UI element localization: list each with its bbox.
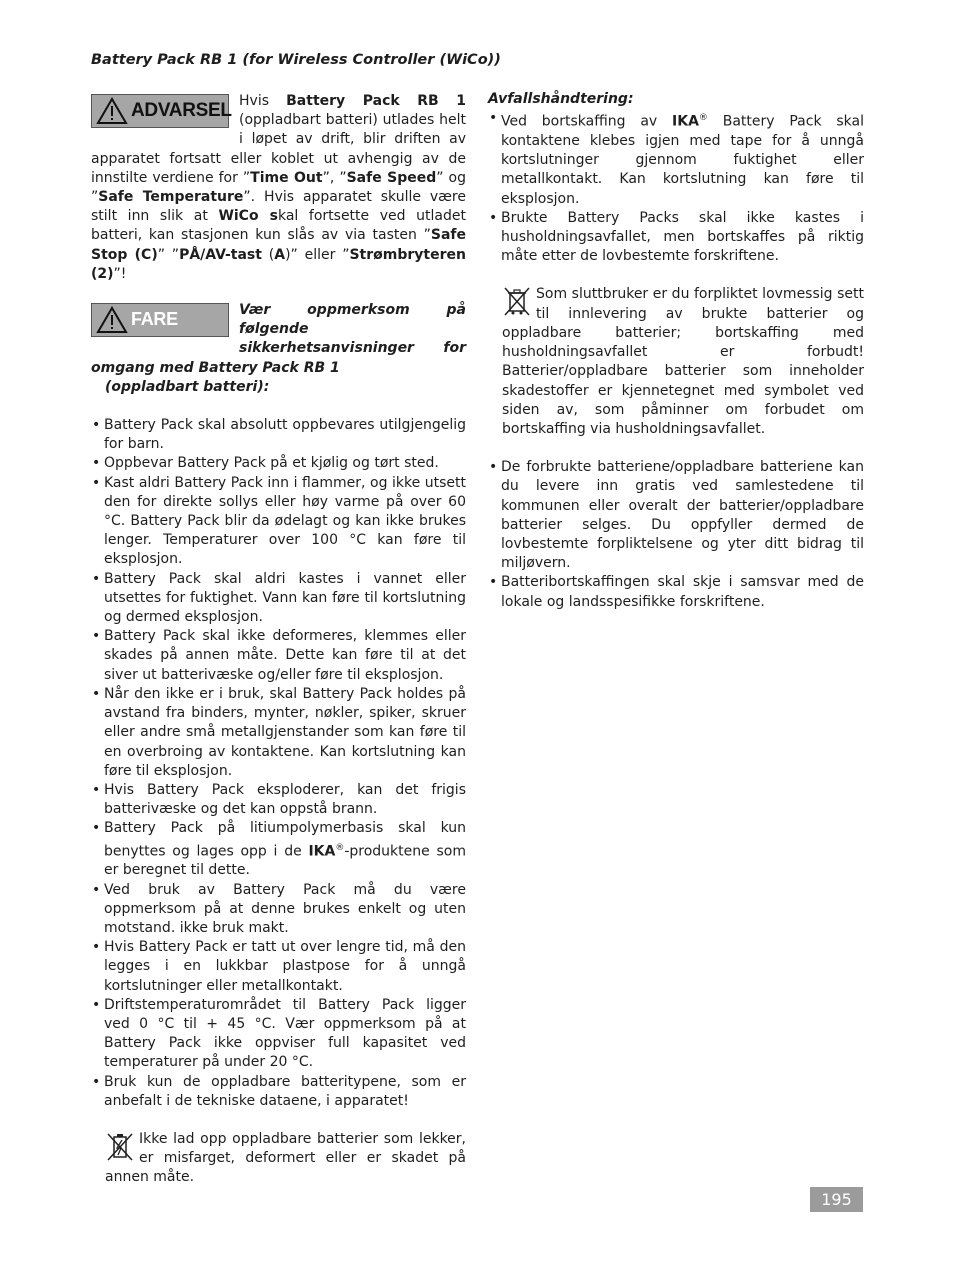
list-item: • Når den ikke er i bruk, skal Battery Pack holdes på avstand fra binders, mynter, nøkler, spiker, skruer eller andre små metallgjenstander som kan føre til en overbroing av kontaktene. Kan kortslutning kan føre til eksplosjon. [91, 685, 466, 781]
list-item: • Ved bortskaffing av IKA® Battery Pack skal kontaktene klebes igjen med tape for å unngå kortslutninger gjennom fuktighet eller metallkontakt. Kan kortslutning kan føre til eksplosjon. [488, 109, 864, 209]
page-number: 195 [810, 1187, 863, 1212]
warning-triangle-icon [96, 306, 128, 334]
disposal-list-2 [488, 458, 864, 612]
list-item: • Battery Pack skal aldri kastes i vannet eller utsettes for fuktighet. Vann kan føre til kortslutning og dermed eksplosjon. [91, 570, 466, 628]
list-item: • Hvis Battery Pack er tatt ut over lengre tid, må den legges i en lukkbar plastpose for å unngå kortslutninger eller metallkontakt. [91, 938, 466, 996]
list-item: • Kast aldri Battery Pack inn i flammer, og ikke utsett den for direkte sollys eller høy varme på over 60 °C. Battery Pack blir da ødelagt og kan ikke brukes lenger. Temperaturer over 100 °C kan føre til eksplosjon. [91, 474, 466, 570]
weee-note: Som sluttbruker er du forpliktet lovmessig sett til innlevering av brukte batterier og oppladbare batterier; bortskaffing med husholdningsavfallet er forbudt! Batterier/oppladbare batterier som inneholder skadestoffer er kjennetegnet med symbolet ved siden av, som påminner om forbudet om bortskaffing via husholdningsavfallet. [502, 286, 864, 437]
list-item: • Battery Pack skal absolutt oppbevares utilgjengelig for barn. [91, 416, 466, 454]
advarsel-text: Hvis Battery Pack RB 1 (oppladbart batteri) utlades helt i løpet av drift, blir driften av apparatet fortsatt eller koblet ut avhengig av de innstilte verdiene for ”Time Out”, ”Safe Speed” og ”Safe Temperature”. Hvis apparatet skulle være stilt inn slik at WiCo skal fortsette ved utladet batteri, kan stasjonen kun slås av via tasten ”Safe Stop (C)” ”PÅ/AV-tast (A)” eller ”Strømbryteren (2)”! [91, 93, 467, 282]
fare-heading-2: (oppladbart batteri): [105, 378, 270, 395]
list-item: • Oppbevar Battery Pack på et kjølig og tørt sted. [91, 454, 466, 473]
warning-triangle-icon [96, 97, 128, 125]
list-item: • Bruk kun de oppladbare batteritypene, som er anbefalt i de tekniske dataene, i apparatet! [91, 1073, 466, 1111]
fare-heading: Vær oppmerksom på følgende sikkerhetsanvisninger for omgang med Battery Pack RB 1 [91, 302, 466, 376]
crossed-out-bin-icon [502, 285, 532, 317]
list-item: • Driftstemperaturområdet til Battery Pack ligger ved 0 °C til + 45 °C. Vær oppmerksom på at Battery Pack ikke oppviser full kapasitet ved temperaturer på under 20 °C. [91, 996, 466, 1073]
fare-badge [91, 303, 229, 337]
left-column [91, 92, 466, 1188]
page-header-title: Battery Pack RB 1 (for Wireless Controller (WiCo)) [91, 52, 501, 68]
disposal-list [488, 109, 864, 266]
disposal-heading: Avfallshåndtering: [488, 91, 634, 107]
advarsel-label: ADVARSEL [131, 100, 232, 122]
list-item: • Battery Pack på litiumpolymerbasis skal kun benyttes og lages opp i de IKA®-produktene som er beregnet til dette. [91, 819, 466, 880]
fare-section [91, 301, 466, 397]
no-charge-note: Ikke lad opp oppladbare batterier som lekker, er misfarget, deformert eller er skadet på annen måte. [105, 1131, 466, 1186]
no-charging-battery-icon [105, 1130, 135, 1162]
list-item: • Ved bruk av Battery Pack må du være oppmerksom på at denne brukes enkelt og uten motstand. ikke bruk makt. [91, 881, 466, 939]
advarsel-section [91, 92, 466, 284]
list-item: • Brukte Battery Packs skal ikke kastes i husholdningsavfallet, men bortskaffes på riktig måte etter de lovbestemte forskriftene. [488, 209, 864, 267]
advarsel-badge [91, 94, 232, 128]
safety-list [91, 416, 466, 1111]
right-column [488, 90, 864, 612]
fare-label: FARE [131, 309, 178, 330]
list-item: • Hvis Battery Pack eksploderer, kan det frigis batterivæske og det kan oppstå brann. [91, 781, 466, 819]
list-item: • Battery Pack skal ikke deformeres, klemmes eller skades på annen måte. Dette kan føre til at det siver ut batterivæske og/eller føre til eksplosjon. [91, 627, 466, 685]
list-item: • De forbrukte batteriene/oppladbare batteriene kan du levere inn gratis ved samlestedene til kommunen eller overalt der batterier/oppladbare batterier selges. Du oppfyller dermed de lovbestemte forpliktelsene og yter ditt bidrag til miljøvern. [488, 458, 864, 573]
list-item: • Batteribortskaffingen skal skje i samsvar med de lokale og landsspesifikke forskriftene. [488, 573, 864, 611]
